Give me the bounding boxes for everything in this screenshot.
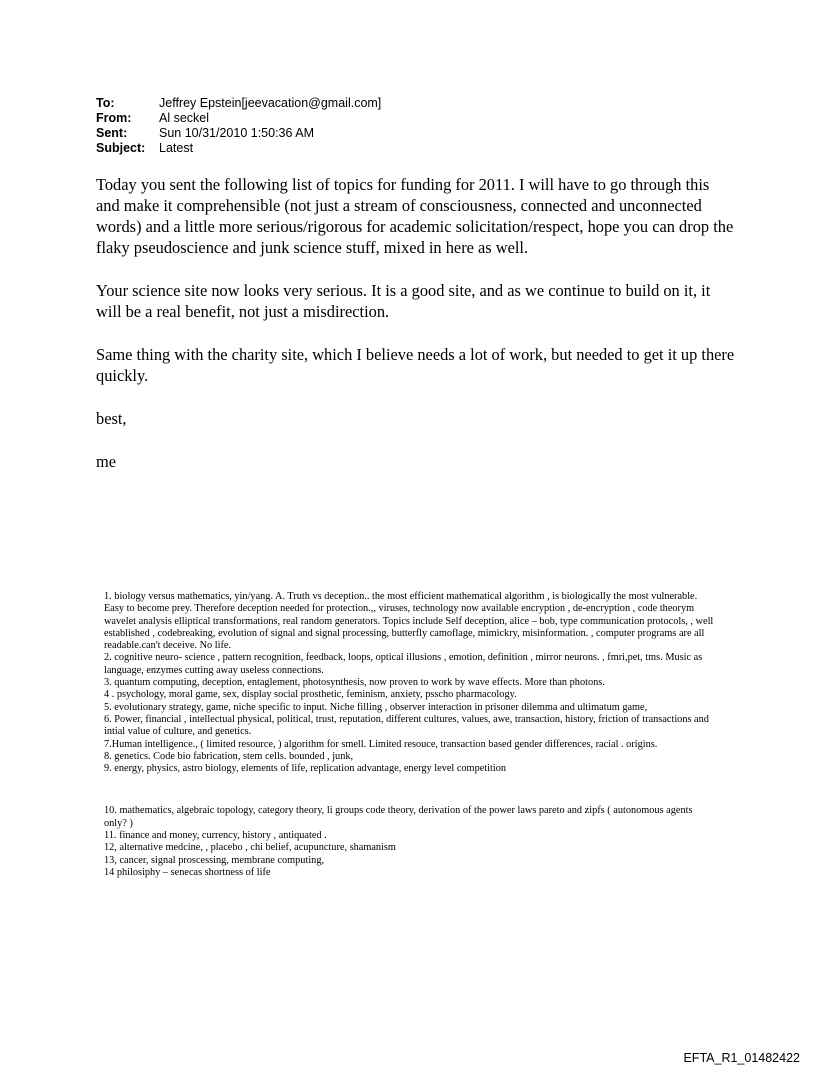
topic-item-14: 14 philosiphy – senecas shortness of life: [104, 866, 271, 878]
topic-item-11: 11. finance and money, currency, history , antiquated .: [104, 830, 327, 842]
sent-row: [96, 126, 381, 141]
email-header: [96, 96, 381, 156]
body-paragraph-1: Today you sent the following list of topics for funding for 2011. I will have to go through this and make it comprehensible (not just a stream of consciousness, connected and unconnected words) and a little more serious/rigorous for academic solicitation/respect, hope you can drop the flaky pseudoscience and junk science stuff, mixed in here as well.: [96, 175, 734, 257]
topic-item-1: 1. biology versus mathematics, yin/yang. A. Truth vs deception.. the most efficient mathematical algorithm , is biologically the most vulnerable. Easy to become prey. Therefore deception needed for protection.,, viruses, technology now available encryption , de-encryption , code theorym wavelet analysis elliptical transformations, real random generators. Topics include Self deception, alice – bob, type communication protocols, , well established , codebreaking, evolution of signal and signal processing, butterfly camoflage, mimickry, misinformation. , computer programs are all readable.can't deceive. No life.: [104, 591, 714, 652]
email-body: [96, 174, 736, 494]
subject-label: Subject:: [96, 141, 146, 155]
subject-row: [96, 141, 381, 156]
topic-item-10: 10. mathematics, algebraic topology, category theory, li groups code theory, derivation of the power laws pareto and zipfs ( autonomous agents only? ): [104, 805, 693, 829]
topic-item-2: 2. cognitive neuro- science , pattern recognition, feedback, loops, optical illusions , emotion, definition , mirror neurons. , fmri,pet, tms. Music as language, enzymes cutting away useless connections.: [104, 652, 703, 676]
topic-list-spacer: [104, 775, 714, 805]
subject-value: Latest: [159, 141, 194, 155]
body-paragraph-3: Same thing with the charity site, which I believe needs a lot of work, but needed to get it up there quickly.: [96, 345, 735, 385]
topic-item-5: 5. evolutionary strategy, game, niche specific to input. Niche filling , observer interaction in prisoner dilemma and ultimatum game,: [104, 701, 648, 713]
topic-item-8: 8. genetics. Code bio fabrication, stem cells. bounded , junk,: [104, 750, 354, 762]
topic-item-6: 6. Power, financial , intellectual physical, political, trust, reputation, different cultures, values, awe, transaction, history, friction of transactions and intial value of culture, and genetics.: [104, 713, 709, 738]
topic-item-4: 4 . psychology, moral game, sex, display social prosthetic, feminism, anxiety, psscho pharmacology.: [104, 689, 517, 701]
from-value: Al seckel: [159, 111, 210, 125]
topic-item-7: 7.Human intelligence., ( limited resource, ) algorithm for smell. Limited resouce, transaction based gender differences, racial . origins.: [104, 738, 658, 750]
topic-item-3: 3. quantum computing, deception, entaglement, photosynthesis, now proven to work by wave effects. More than photons.: [104, 677, 605, 689]
signoff-line-2: me: [96, 452, 117, 471]
document-id: EFTA_R1_01482422: [683, 1051, 800, 1065]
from-row: [96, 111, 381, 126]
to-label: To:: [96, 96, 115, 110]
topic-item-9: 9. energy, physics, astro biology, elements of life, replication advantage, energy level competition: [104, 763, 507, 775]
to-row: [96, 96, 381, 111]
signoff-line-1: best,: [96, 409, 127, 428]
body-paragraph-2: Your science site now looks very serious. It is a good site, and as we continue to build on it, it will be a real benefit, not just a misdirection.: [96, 281, 711, 321]
topic-item-13: 13, cancer, signal proscessing, membrane computing,: [104, 854, 325, 866]
sent-label: Sent:: [96, 126, 128, 140]
from-label: From:: [96, 111, 132, 125]
sent-value: Sun 10/31/2010 1:50:36 AM: [159, 126, 314, 140]
topic-list: [104, 591, 714, 879]
topic-item-12: 12, alternative medcine, , placebo , chi belief, acupuncture, shamanism: [104, 842, 396, 854]
to-value: Jeffrey Epstein[jeevacation@gmail.com]: [159, 96, 382, 110]
